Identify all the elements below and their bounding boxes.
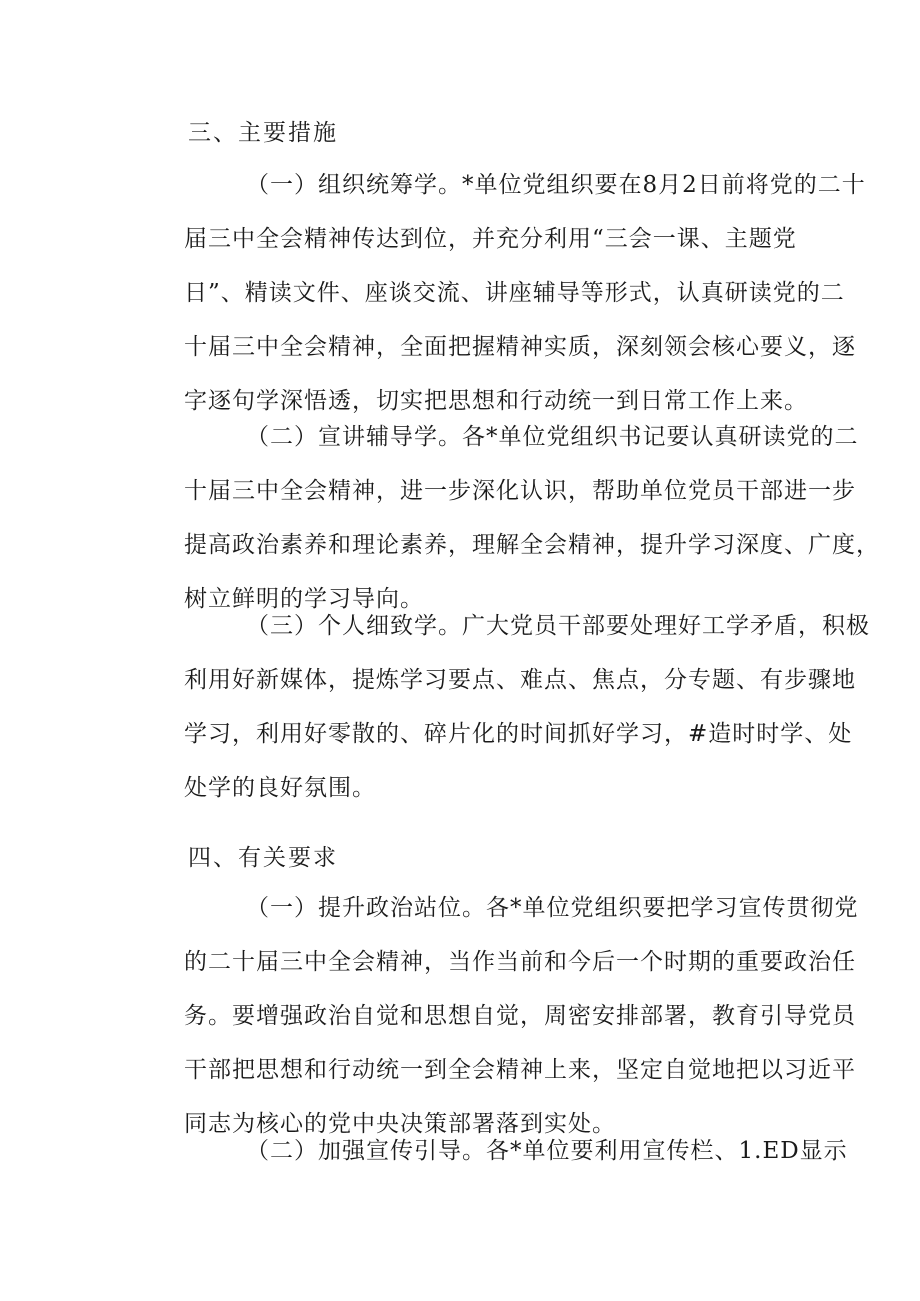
paragraph-line: （一）提升政治站位。各*单位党组织要把学习宣传贯彻党 <box>246 895 859 921</box>
section-3-item-1 <box>138 158 866 428</box>
paragraph-line: 字逐句学深悟透，切实把思想和行动统一到日常工作上来。 <box>184 388 808 414</box>
paragraph-line: （二）宣讲辅导学。各*单位党组织书记要认真研读党的二 <box>246 424 859 450</box>
paragraph-line: （三）个人细致学。广大党员干部要处理好工学矛盾，积极 <box>246 613 870 639</box>
paragraph-line: 十届三中全会精神，全面把握精神实质，深刻领会核心要义，逐 <box>184 334 856 360</box>
paragraph-line: 同志为核心的党中央决策部署落到实处。 <box>184 1111 616 1137</box>
paragraph-line: 届三中全会精神传达到位，并充分利用“三会一课、主题党 <box>184 226 797 252</box>
paragraph-line: 提高政治素养和理论素养，理解全会精神，提升学习深度、广度， <box>184 532 880 558</box>
paragraph-line: 的二十届三中全会精神，当作当前和今后一个时期的重要政治任 <box>184 949 856 975</box>
paragraph-line: 务。要增强政治自觉和思想自觉，周密安排部署，教育引导党员 <box>184 1003 856 1029</box>
section-4-heading: 四、有关要求 <box>188 845 338 871</box>
section-3-heading: 三、主要措施 <box>188 120 338 146</box>
section-3-item-3 <box>138 599 870 815</box>
paragraph-line: 处学的良好氛围。 <box>184 775 376 801</box>
paragraph-line: 干部把思想和行动统一到全会精神上来，坚定自觉地把以习近平 <box>184 1057 856 1083</box>
paragraph-line: 学习，利用好零散的、碎片化的时间抓好学习，#造时时学、处 <box>184 721 853 747</box>
paragraph-line: 日”、精读文件、座谈交流、讲座辅导等形式，认真研读党的二 <box>184 280 845 306</box>
paragraph-line: （一）组织统筹学。*单位党组织要在8月2日前将党的二十 <box>246 172 866 198</box>
paragraph-line: （二）加强宣传引导。各*单位要利用宣传栏、1.ED显示 <box>246 1138 848 1164</box>
section-4-item-2 <box>138 1124 848 1178</box>
paragraph-line: 利用好新媒体，提炼学习要点、难点、焦点，分专题、有步骤地 <box>184 667 856 693</box>
paragraph-line: 树立鲜明的学习导向。 <box>184 586 424 612</box>
paragraph-line: 十届三中全会精神，进一步深化认识，帮助单位党员干部进一步 <box>184 478 856 504</box>
